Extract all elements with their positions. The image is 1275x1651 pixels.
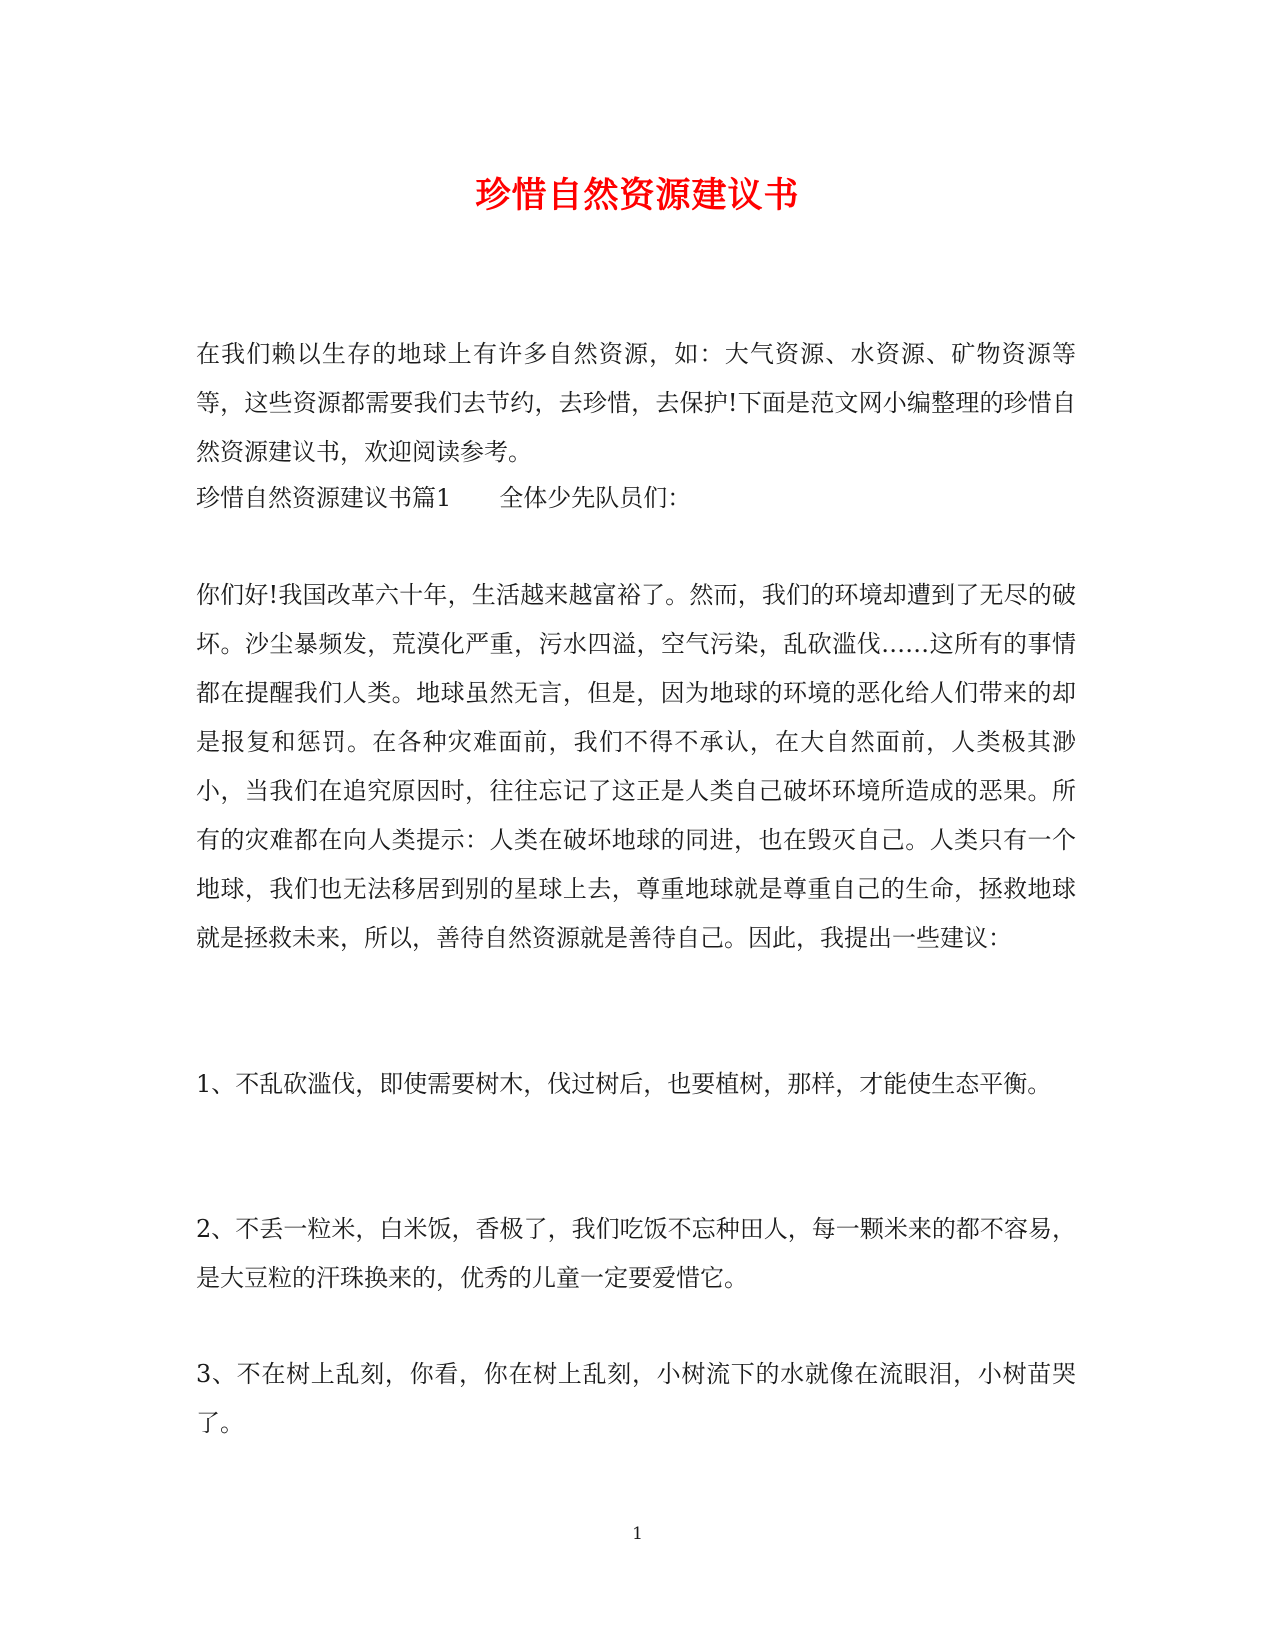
suggestion-2: 2、不丢一粒米，白米饭，香极了，我们吃饭不忘种田人，每一颗米来的都不容易，是大豆粒的汗珠换来的，优秀的儿童一定要爱惜它。 bbox=[196, 1215, 1076, 1292]
section-heading-line bbox=[196, 474, 1076, 523]
document-title: 珍惜自然资源建议书 bbox=[475, 175, 800, 216]
page-number: 1 bbox=[632, 1524, 643, 1544]
suggestion-1: 1、不乱砍滥伐，即使需要树木，伐过树后，也要植树，那样，才能使生态平衡。 bbox=[196, 1070, 1052, 1098]
body-paragraph: 你们好!我国改革六十年，生活越来越富裕了。然而，我们的环境却遭到了无尽的破坏。沙尘暴频发，荒漠化严重，污水四溢，空气污染，乱砍滥伐……这所有的事情都在提醒我们人类。地球虽然无言，但是，因为地球的环境的恶化给人们带来的却是报复和惩罚。在各种灾难面前，我们不得不承认，在大自然面前，人类极其渺小，当我们在追究原因时，往往忘记了这正是人类自己破坏环境所造成的恶果。所有的灾难都在向人类提示：人类在破坏地球的同进，也在毁灭自己。人类只有一个地球，我们也无法移居到别的星球上去，尊重地球就是尊重自己的生命，拯救地球就是拯救未来，所以，善待自然资源就是善待自己。因此，我提出一些建议： bbox=[196, 581, 1076, 952]
intro-paragraph: 在我们赖以生存的地球上有许多自然资源，如：大气资源、水资源、矿物资源等等，这些资源都需要我们去节约，去珍惜，去保护!下面是范文网小编整理的珍惜自然资源建议书，欢迎阅读参考。 bbox=[196, 340, 1076, 466]
section-heading: 珍惜自然资源建议书篇1 bbox=[196, 484, 452, 512]
salutation: 全体少先队员们： bbox=[499, 484, 692, 512]
suggestion-3: 3、不在树上乱刻，你看，你在树上乱刻，小树流下的水就像在流眼泪，小树苗哭了。 bbox=[196, 1360, 1076, 1437]
